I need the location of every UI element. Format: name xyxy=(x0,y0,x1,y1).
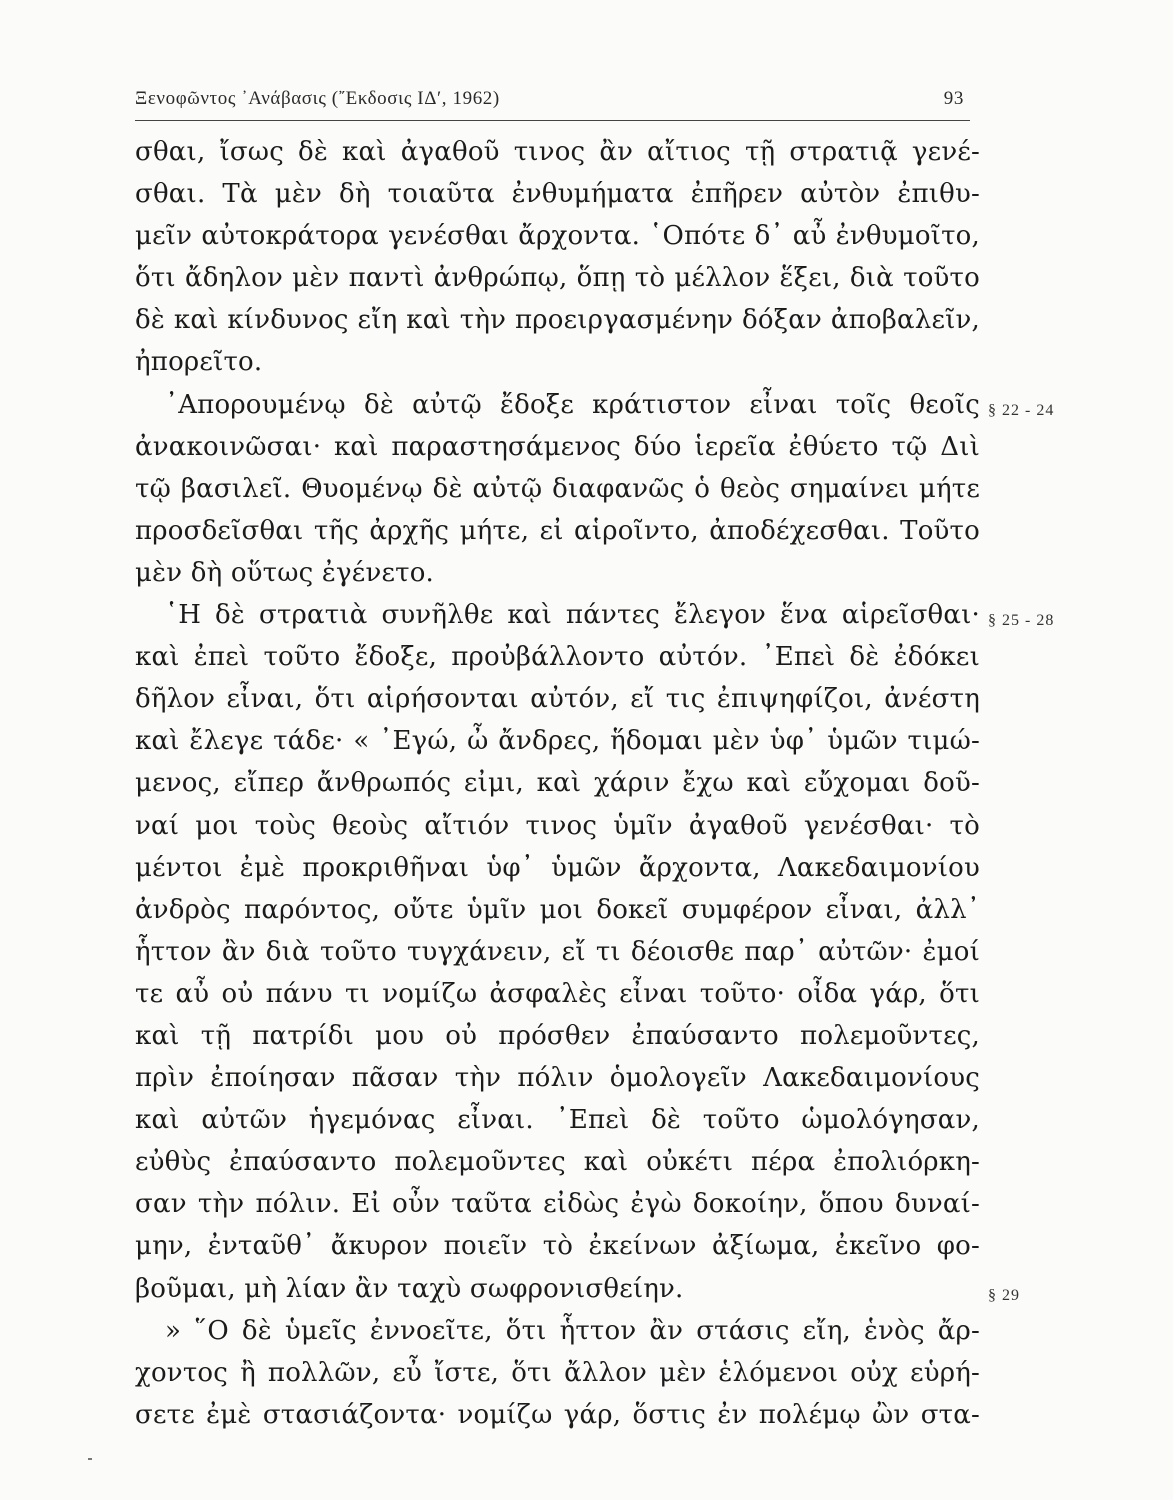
body-text xyxy=(135,131,980,1436)
text-line: σθαι. Τὰ μὲν δὴ τοιαῦτα ἐνθυμήματα ἐπῆρεν αὐτὸν ἐπιθυ- xyxy=(135,179,980,210)
text-line: μὲν δὴ οὕτως ἐγένετο. xyxy=(135,557,435,588)
page-number: 93 xyxy=(943,88,964,109)
text-line: χοντος ἢ πολλῶν, εὖ ἴστε, ὅτι ἄλλον μὲν ἑλόμενοι οὐχ εὑρή- xyxy=(135,1357,980,1388)
text-line: τῷ βασιλεῖ. Θυομένῳ δὲ αὐτῷ διαφανῶς ὁ θεὸς σημαίνει μήτε xyxy=(135,473,980,504)
scan-speck xyxy=(88,1458,92,1460)
text-line: καὶ ἐπεὶ τοῦτο ἔδοξε, προὐβάλλοντο αὐτόν. ᾿Επεὶ δὲ ἐδόκει xyxy=(135,642,980,673)
text-line: μενος, εἴπερ ἄνθρωπός εἰμι, καὶ χάριν ἔχω καὶ εὔχομαι δοῦ- xyxy=(135,768,980,799)
margin-note-section: § 25 - 28 xyxy=(988,612,1055,629)
text-line: σθαι, ἴσως δὲ καὶ ἀγαθοῦ τινος ἂν αἴτιος τῇ στρατιᾷ γενέ- xyxy=(135,137,980,167)
text-line: δῆλον εἶναι, ὅτι αἱρήσονται αὐτόν, εἴ τις ἐπιψηφίζοι, ἀνέστη xyxy=(135,684,980,715)
text-line: ῾Η δὲ στρατιὰ συνῆλθε καὶ πάντες ἔλεγον ἕνα αἱρεῖσθαι· xyxy=(165,600,980,631)
text-line: ἠπορεῖτο. xyxy=(135,347,263,378)
running-head xyxy=(135,86,970,121)
text-line: καὶ τῇ πατρίδι μου οὐ πρόσθεν ἐπαύσαντο πολεμοῦντες, xyxy=(135,1020,980,1051)
text-line: ἀνακοινῶσαι· καὶ παραστησάμενος δύο ἱερεῖα ἐθύετο τῷ Διὶ xyxy=(135,431,980,462)
text-line: μεῖν αὐτοκράτορα γενέσθαι ἄρχοντα. ῾Οπότε δ᾿ αὖ ἐνθυμοῖτο, xyxy=(135,221,980,252)
text-line: ᾿Απορουμένῳ δὲ αὐτῷ ἔδοξε κράτιστον εἶναι τοῖς θεοῖς xyxy=(165,389,980,420)
text-line: πρὶν ἐποίησαν πᾶσαν τὴν πόλιν ὁμολογεῖν Λακεδαιμονίους xyxy=(135,1063,980,1094)
text-line: σετε ἐμὲ στασιάζοντα· νομίζω γάρ, ὅστις ἐν πολέμῳ ὢν στα- xyxy=(135,1399,980,1430)
text-line: ὅτι ἄδηλον μὲν παντὶ ἀνθρώπῳ, ὅπῃ τὸ μέλλον ἕξει, διὰ τοῦτο xyxy=(135,263,980,294)
running-title: Ξενοφῶντος ᾿Ανάβασις (῎Εκδοσις ΙΔʹ, 1962) xyxy=(135,88,500,109)
text-line: σαν τὴν πόλιν. Εἰ οὖν ταῦτα εἰδὼς ἐγὼ δοκοίην, ὅπου δυναί- xyxy=(135,1189,980,1220)
text-line: καὶ αὐτῶν ἡγεμόνας εἶναι. ᾿Επεὶ δὲ τοῦτο ὡμολόγησαν, xyxy=(135,1105,980,1136)
text-line: » ῞Ο δὲ ὑμεῖς ἐννοεῖτε, ὅτι ἧττον ἂν στάσις εἴη, ἑνὸς ἄρ- xyxy=(165,1315,980,1346)
text-line: ἀνδρὸς παρόντος, οὔτε ὑμῖν μοι δοκεῖ συμφέρον εἶναι, ἀλλ᾿ xyxy=(135,894,980,925)
text-line: βοῦμαι, μὴ λίαν ἂν ταχὺ σωφρονισθείην. xyxy=(135,1273,684,1304)
text-line: προσδεῖσθαι τῆς ἀρχῆς μήτε, εἰ αἱροῖντο, ἀποδέχεσθαι. Τοῦτο xyxy=(135,515,980,546)
margin-note-section: § 29 xyxy=(988,1287,1020,1304)
text-line: μέντοι ἐμὲ προκριθῆναι ὑφ᾿ ὑμῶν ἄρχοντα, Λακεδαιμονίου xyxy=(135,852,980,883)
text-line: ναί μοι τοὺς θεοὺς αἴτιόν τινος ὑμῖν ἀγαθοῦ γενέσθαι· τὸ xyxy=(135,810,980,841)
margin-note-section: § 22 - 24 xyxy=(988,402,1055,419)
text-line: καὶ ἔλεγε τάδε· « ᾿Εγώ, ὦ ἄνδρες, ἥδομαι μὲν ὑφ᾿ ὑμῶν τιμώ- xyxy=(135,726,980,757)
text-line: εὐθὺς ἐπαύσαντο πολεμοῦντες καὶ οὐκέτι πέρα ἐπολιόρκη- xyxy=(135,1147,980,1178)
text-line: μην, ἐνταῦθ᾿ ἄκυρον ποιεῖν τὸ ἐκείνων ἀξίωμα, ἐκεῖνο φο- xyxy=(135,1231,980,1262)
text-line: τε αὖ οὐ πάνυ τι νομίζω ἀσφαλὲς εἶναι τοῦτο· οἶδα γάρ, ὅτι xyxy=(135,978,980,1009)
text-line: δὲ καὶ κίνδυνος εἴη καὶ τὴν προειργασμένην δόξαν ἀποβαλεῖν, xyxy=(135,305,980,336)
text-line: ἧττον ἂν διὰ τοῦτο τυγχάνειν, εἴ τι δέοισθε παρ᾿ αὐτῶν· ἐμοί xyxy=(135,936,980,967)
